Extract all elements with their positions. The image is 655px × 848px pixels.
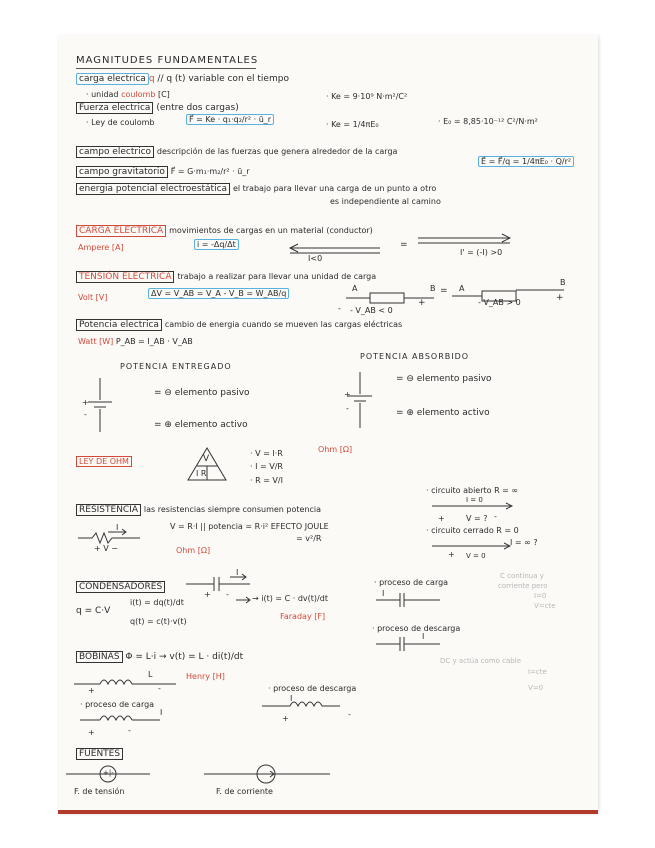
tension-formula-box: ΔV = V_AB = V_A - V_B = W_AB/q [148,288,289,299]
cond-plus: + [204,590,211,599]
condensadores-f1: i(t) = dq(t)/dt [130,598,184,607]
ohm-f3: · R = V/I [250,476,283,485]
ohm-tri-ir: I R [196,469,207,478]
resistencia-formula2: = v²/R [296,534,322,543]
ohm-label: LEY DE OHM [76,456,132,467]
condensadores-carga: · proceso de carga [374,578,449,587]
bob-carga-plus: + [88,728,95,737]
bob-carga-i: I [160,708,163,717]
tension-eq: = [440,286,448,296]
bob-carga-minus: - [128,726,131,735]
abierto-plus: + [438,514,445,523]
cond-grey2: corriente pero [498,582,548,590]
page-title: MAGNITUDES FUNDAMENTALES [76,55,259,66]
unidad-name: coulomb [121,90,156,99]
tension-node-b1: B [430,284,436,293]
pasivo-entregado: = ⊖ elemento pasivo [154,388,250,398]
bob-descarga-minus: - [348,710,351,719]
corriente-formula: i = -Δq/Δt [194,239,239,250]
tension-node-a1: A [352,284,358,293]
cond-descarga-i: I [422,632,425,641]
corriente-i-pos: I' = (-I) >0 [460,248,503,257]
bobinas-label: BOBINAS [76,651,123,663]
tension-vab-pos: - V_AB > 0 [478,298,521,307]
cond-arrow-i: I [236,568,239,577]
tension-unit: Volt [V] [78,293,108,302]
absorbido-plus: + [344,390,351,399]
condensadores-descarga: · proceso de descarga [372,624,461,633]
tension-resistor1 [370,293,404,303]
bob-plus: + [88,686,95,695]
tension-minus1: - [338,304,341,313]
condensadores-f2: q(t) = c(t)·v(t) [130,617,187,626]
bobinas-unit: Henry [H] [186,672,225,681]
fuente-tension-label: F. de tensión [74,787,125,796]
carga-desc: // q (t) variable con el tiempo [157,74,289,84]
condensadores-label: CONDENSADORES [76,581,165,593]
ley-coulomb: · Ley de coulomb [86,118,155,127]
e0-value: · E₀ = 8,85·10⁻¹² C²/N·m² [438,117,538,126]
resistencia-arrow-i: I [116,523,119,532]
campo-gravitatorio-formula: F⃗ = G·m₁·m₂/r² · ū_r [170,167,250,176]
energia-label: energia potencial electroestática [76,183,230,195]
tension-node-b2: B [560,278,566,287]
bob-descarga-i: I [290,694,293,703]
cond-grey4: V=cte [534,602,556,610]
cerrado-plus: + [448,550,455,559]
resistencia-formula: V = R·I || potencia = R·i² EFECTO JOULE [170,522,329,531]
bob-grey1: DC y actúa como cable [440,657,521,665]
cond-grey3: I=0 [534,592,547,600]
corriente-unit: Ampere [A] [78,243,124,252]
potencia-desc: cambio de energia cuando se mueven las cargas eléctricas [164,320,403,329]
cond-minus: - [226,590,229,599]
corriente-desc: movimientos de cargas en un material (conductor) [169,226,373,235]
bobinas-descarga: · proceso de descarga [268,684,357,693]
tension-resistor2 [482,291,516,301]
pasivo-absorbido: = ⊖ elemento pasivo [396,374,492,384]
ke-formula: · Ke = 1/4πE₀ [326,120,379,129]
bob-minus: - [158,684,161,693]
circuito-cerrado: · circuito cerrado R = 0 [426,526,519,535]
campo-electrico-label: campo electrico [76,146,154,158]
bobinas-formula: Φ = L·i → v(t) = L · di(t)/dt [125,652,244,662]
tension-vab-neg: - V_AB < 0 [350,306,393,315]
condensadores-qcv: q = C·V [76,606,111,616]
bobina-carga-coil [100,716,132,720]
fuente-corriente-label: F. de corriente [216,787,273,796]
potencia-label: Potencia electrica [76,319,162,331]
ohm-f1: · V = I·R [250,449,283,458]
bobina-descarga-coil [290,702,322,706]
condensadores-unit: Faraday [F] [280,612,326,621]
circuito-abierto: · circuito abierto R = ∞ [426,486,519,495]
potencia-unit: Watt [W] [78,337,114,346]
potencia-entregado-title: POTENCIA ENTREGADO [120,362,232,371]
absorbido-minus: - [346,404,349,413]
resistencia-unit: Ohm [Ω] [176,546,211,555]
unidad-symbol: [C] [157,90,170,99]
cerrado-i: I = ∞ ? [510,538,538,547]
bob-coil-label: L [148,670,153,679]
bob-descarga-plus: + [282,714,289,723]
activo-entregado: = ⊕ elemento activo [154,420,248,430]
fuentes-label: FUENTES [76,748,123,760]
tension-label: TENSIÓN ELECTRICA [76,271,174,283]
potencia-absorbido-title: POTENCIA ABSORBIDO [360,352,470,361]
resistencia-plus-v-minus: + V − [94,544,118,553]
ohm-unit: Ohm [Ω] [318,445,353,454]
cerrado-v: V = 0 [466,552,486,560]
campo-gravitatorio-label: campo gravitatorio [76,166,168,178]
cond-grey1: C continua y [500,572,544,580]
tension-plus2: + [556,293,564,303]
bob-grey3: V=0 [528,684,544,692]
campo-electrico-desc: descripción de las fuerzas que genera alrededor de la carga [156,147,398,156]
coulomb-formula: F⃗ = Ke · q₁·q₂/r² · ū_r [186,114,274,125]
tension-desc: trabajo a realizar para llevar una unidad de carga [177,272,377,281]
resistencia-desc: las resistencias siempre consumen potencia [143,505,322,514]
abierto-v: V = ? [466,514,488,523]
corriente-i-neg: I<0 [308,254,323,263]
unidad-prefix: · unidad [86,90,119,99]
cond-carga-i: I [382,589,385,598]
corriente-equals: = [400,240,408,250]
bob-grey2: I=cte [528,668,547,676]
tension-plus1: + [418,298,426,308]
ke-value: · Ke = 9·10⁹ N·m²/C² [326,92,408,101]
fuente-tension-sign: +|- [103,769,114,777]
condensadores-f1b: → i(t) = C · dv(t)/dt [252,594,328,603]
fuerza-desc: (entre dos cargas) [156,103,239,113]
resistencia-symbol [78,533,140,543]
bobinas-carga: · proceso de carga [80,700,155,709]
entregado-plus: + [82,398,89,407]
carga-symbol: q [148,74,155,84]
corriente-label: CARGA ELECTRICA [76,225,166,237]
abierto-minus: - [494,512,497,521]
entregado-minus: - [84,410,87,419]
potencia-formula: P_AB = I_AB · V_AB [115,337,193,346]
abierto-i: I = 0 [466,496,483,504]
energia-desc1: el trabajo para llevar una carga de un punto a otro [232,184,437,193]
carga-label: carga electrica [76,73,149,85]
resistencia-label: RESISTENCIA [76,504,141,516]
fuerza-label: Fuerza electrica [76,102,153,114]
activo-absorbido: = ⊕ elemento activo [396,408,490,418]
campo-electrico-formula: E⃗ = F⃗/q = 1/4πE₀ · Q/r² [478,156,574,167]
bobina-coil [100,680,132,684]
ohm-f2: · I = V/R [250,462,283,471]
energia-desc2: es independiente al camino [330,197,441,206]
tension-node-a2: A [459,284,465,293]
ohm-tri-v: V [203,454,210,464]
